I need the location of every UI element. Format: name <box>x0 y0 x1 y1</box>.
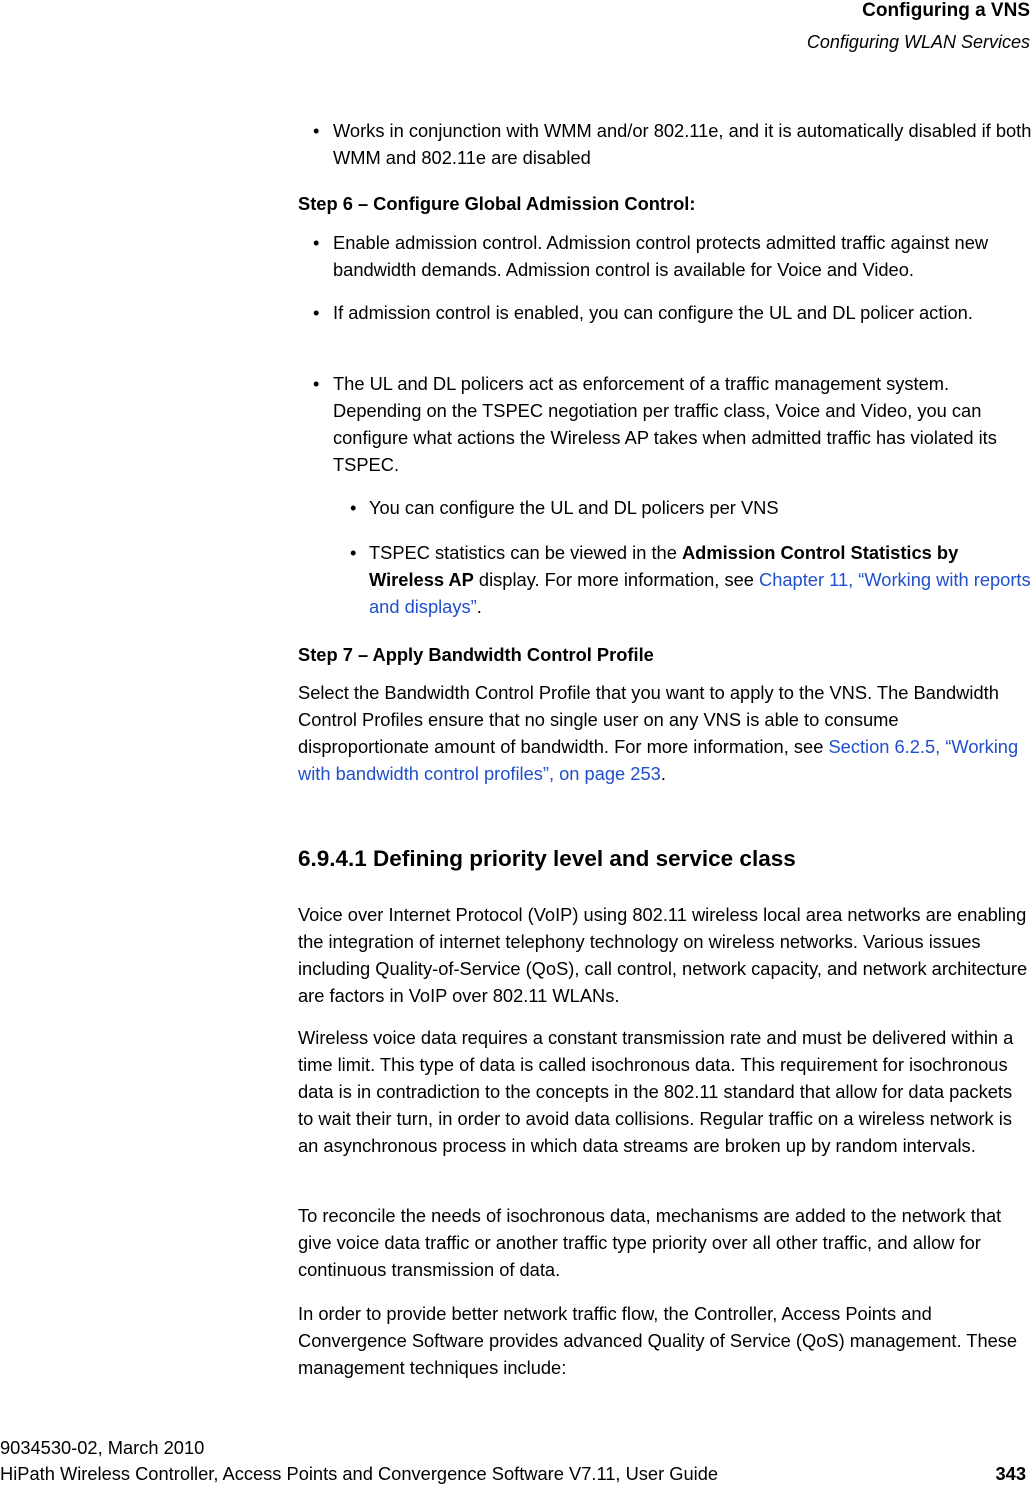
bullet-icon: • <box>313 232 320 253</box>
section-link[interactable]: Section 6.2.5, “Working with bandwidth control profiles”, on page 253 <box>298 736 1019 784</box>
list-item-text: Works in conjunction with WMM and/or 802.11e, and it is automatically disabled if both WMM and 802.11e are disabled <box>333 120 1032 168</box>
paragraph: In order to provide better network traffic flow, the Controller, Access Points and Convergence Software provides advanced Quality of Service (QoS) management. These management techniques include: <box>298 1303 1018 1378</box>
ui-reference: Admission Control Statistics by Wireless AP <box>369 542 959 590</box>
bullet-icon: • <box>313 302 320 323</box>
paragraph: To reconcile the needs of isochronous data, mechanisms are added to the network that give voice data traffic or another traffic type priority over all other traffic, and allow for continuous transmission of data. <box>298 1205 1002 1280</box>
bullet-icon: • <box>313 373 320 394</box>
step-heading: Step 6 – Configure Global Admission Control: <box>298 193 696 214</box>
list-item-text: TSPEC statistics can be viewed in the Admission Control Statistics by Wireless AP display. For more information, see Chapter 11, “Working with reports and displays”. <box>369 542 1031 617</box>
chapter-link[interactable]: Chapter 11, “Working with reports and displays” <box>369 569 1031 617</box>
bullet-icon: • <box>313 120 320 141</box>
paragraph: Voice over Internet Protocol (VoIP) using 802.11 wireless local area networks are enabling the integration of internet telephony technology on wireless networks. Various issues including Quality-of-Service (QoS), call control, network capacity, and network architecture are factors in VoIP over 802.11 WLANs. <box>298 904 1028 1006</box>
step-heading: Step 7 – Apply Bandwidth Control Profile <box>298 644 654 665</box>
list-item-text: Enable admission control. Admission control protects admitted traffic against new bandwidth demands. Admission control is available for Voice and Video. <box>333 232 989 280</box>
footer-doc-title: HiPath Wireless Controller, Access Points and Convergence Software V7.11, User Guide <box>0 1463 719 1484</box>
running-header-title: Configuring a VNS <box>862 0 1030 21</box>
bullet-icon: • <box>350 497 357 518</box>
list-item-text: The UL and DL policers act as enforcement of a traffic management system. Depending on the TSPEC negotiation per traffic class, Voice and Video, you can configure what actions the Wireless AP takes when admitted traffic has violated its TSPEC. <box>333 373 997 475</box>
paragraph: Select the Bandwidth Control Profile that you want to apply to the VNS. The Bandwidth Control Profiles ensure that no single user on any VNS is able to consume disproportionate amount of bandwidth. For more information, see Section 6.2.5, “Working with bandwidth control profiles”, on page 253. <box>298 682 1019 784</box>
footer-doc-id: 9034530-02, March 2010 <box>0 1437 205 1458</box>
page-number: 343 <box>995 1463 1026 1484</box>
bullet-icon: • <box>350 542 357 563</box>
list-item-text: If admission control is enabled, you can configure the UL and DL policer action. <box>333 302 973 323</box>
running-header-subtitle: Configuring WLAN Services <box>806 32 1030 52</box>
list-item-text: You can configure the UL and DL policers per VNS <box>369 497 779 518</box>
section-heading: 6.9.4.1 Defining priority level and service class <box>298 846 796 871</box>
paragraph: Wireless voice data requires a constant transmission rate and must be delivered within a time limit. This type of data is called isochronous data. This requirement for isochronous data is in contradiction to the concepts in the 802.11 standard that allow for data packets to wait their turn, in order to avoid data collisions. Regular traffic on a wireless network is an asynchronous process in which data streams are broken up by random intervals. <box>298 1027 1014 1156</box>
